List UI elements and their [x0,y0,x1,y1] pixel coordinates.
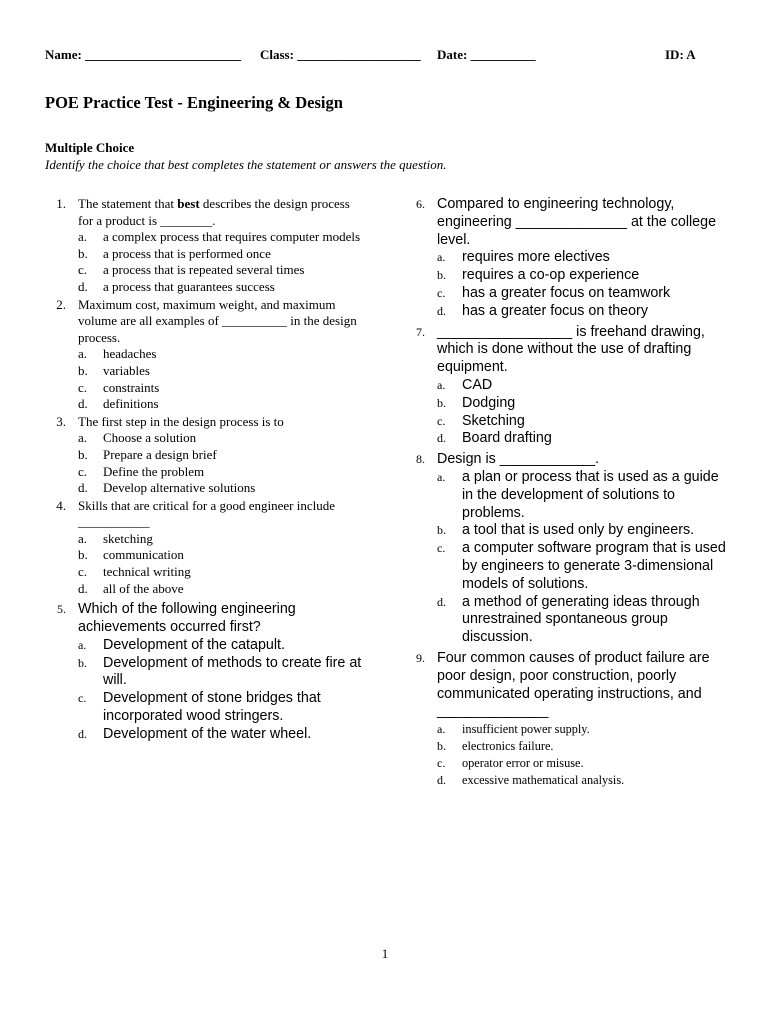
page-title: POE Practice Test - Engineering & Design [45,93,343,112]
option-c[interactable]: c. Development of stone bridges that incorporated wood stringers. [78,690,321,725]
option-b[interactable]: b. a process that is performed once [78,245,271,261]
question-number: 3. [56,413,66,429]
option-b[interactable]: b. variables [78,362,150,378]
instructions: Identify the choice that best completes the statement or answers the question. [45,157,447,172]
option-d[interactable]: d. has a greater focus on theory [437,302,648,319]
option-a[interactable]: a. Development of the catapult. [78,636,285,653]
option-a[interactable]: a. Choose a solution [78,430,197,446]
option-a[interactable]: a. a complex process that requires computer models [78,229,361,245]
option-b[interactable]: b. Prepare a design brief [78,446,217,462]
option-b[interactable]: b. electronics failure. [437,738,554,753]
option-d[interactable]: d. Development of the water wheel. [78,725,312,742]
name-field: Name: ________________________ [45,47,242,62]
question-5 [38,601,373,743]
option-c[interactable]: c. a process that is repeated several times [78,262,305,278]
question-3 [38,414,368,497]
option-a[interactable]: a. requires more electives [437,249,610,266]
question-number: 1. [56,196,66,211]
question-7 [397,324,731,449]
question-number: 2. [56,296,66,312]
question-text: Skills that are critical for a good engineer include ___________ [78,497,336,530]
question-text: Design is ____________. [437,451,600,468]
option-d[interactable]: d. a method of generating ideas through unrestrained spontaneous group discussion. [437,593,700,646]
question-text: Which of the following engineering achievements occurred first? [78,601,296,636]
option-a[interactable]: a. sketching [78,530,153,546]
question-text: Four common causes of product failure are poor design, poor construction, poorly communicated operating instructions, and ______________ [437,649,710,720]
option-c[interactable]: c. Define the problem [78,463,205,479]
option-c[interactable]: c. operator error or misuse. [437,755,584,770]
option-c[interactable]: c. has a greater focus on teamwork [437,284,671,301]
option-a[interactable]: a. a plan or process that is used as a guide in the development of solutions to problems. [437,468,719,521]
question-number: 9. [416,650,425,665]
question-6 [397,196,731,321]
right-column [397,196,737,788]
option-d[interactable]: d. all of the above [78,580,184,596]
question-text: _________________ is freehand drawing, which is done without the use of drafting equipment. [437,323,705,376]
option-c[interactable]: c. Sketching [437,412,525,429]
left-column [38,196,378,744]
question-9 [397,650,731,788]
date-field: Date: __________ [437,47,536,62]
option-b[interactable]: b. Dodging [437,394,516,411]
question-number: 4. [56,497,66,513]
class-field: Class: ___________________ [260,47,421,62]
option-b[interactable]: b. a tool that is used only by engineers. [437,522,695,539]
id-field: ID: A [665,47,696,62]
question-text: Compared to engineering technology, engineering ______________ at the college level. [437,196,717,248]
question-number: 6. [416,197,425,211]
option-b[interactable]: b. communication [78,547,184,563]
question-2 [38,297,368,413]
question-4 [38,498,368,598]
section-heading: Multiple Choice [45,140,135,155]
option-d[interactable]: d. definitions [78,396,159,412]
question-text: The statement that best describes the design process for a product is ________. [78,196,350,228]
option-b[interactable]: b. requires a co-op experience [437,267,640,284]
option-d[interactable]: d. excessive mathematical analysis. [437,772,625,787]
option-c[interactable]: c. constraints [78,379,160,395]
option-d[interactable]: d. Develop alternative solutions [78,480,256,496]
option-d[interactable]: d. Board drafting [437,430,552,447]
option-a[interactable]: a. CAD [437,376,493,393]
page-number: 1 [381,946,389,961]
option-a[interactable]: a. headaches [78,346,157,362]
question-text: Maximum cost, maximum weight, and maximum volume are all examples of __________ in the design process. [78,296,357,345]
question-number: 5. [57,602,66,617]
option-a[interactable]: a. insufficient power supply. [437,722,590,737]
question-8 [397,451,731,647]
question-number: 8. [416,452,425,467]
question-1 [38,196,368,296]
option-b[interactable]: b. Development of methods to create fire at will. [78,654,362,689]
question-text: The first step in the design process is to [78,413,284,429]
question-number: 7. [416,324,425,339]
option-c[interactable]: c. technical writing [78,564,191,580]
option-d[interactable]: d. a process that guarantees success [78,278,275,294]
option-c[interactable]: c. a computer software program that is used by engineers to generate 3-dimensional models of solutions. [437,540,726,592]
